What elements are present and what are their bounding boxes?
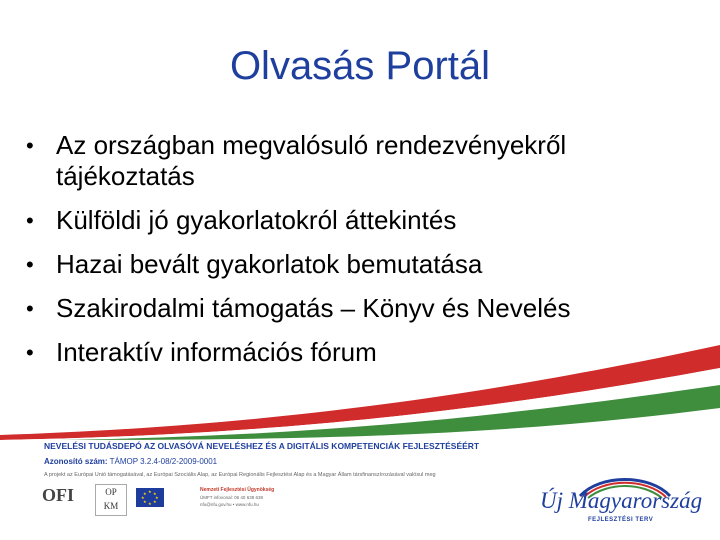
project-id-value: TÁMOP 3.2.4-08/2-2009-0001 xyxy=(109,457,218,466)
nft-line2: nfu@nfu.gov.hu • www.nfu.hu xyxy=(200,502,259,507)
uj-magyarorszag-text: Új Magyarország xyxy=(540,488,703,513)
bullet-item xyxy=(26,205,706,236)
uj-magyarorszag-logo xyxy=(540,470,710,530)
bullet-text: Külföldi jó gyakorlatokról áttekintés xyxy=(56,205,457,235)
opkm-logo xyxy=(95,484,127,516)
project-id-label: Azonosító szám: xyxy=(44,457,108,466)
nft-contact xyxy=(200,494,263,508)
bullet-item xyxy=(26,249,706,280)
footer xyxy=(0,420,720,540)
project-id xyxy=(44,457,217,466)
opkm-top: OP xyxy=(105,487,117,497)
bullet-icon: • xyxy=(26,133,34,158)
bullet-text: Szakirodalmi támogatás – Könyv és Nevelés xyxy=(56,293,571,323)
uj-sub-text: FEJLESZTÉSI TERV xyxy=(588,517,654,523)
opkm-bottom: KM xyxy=(103,501,119,511)
nft-line1: ÚMFT infovonal: 06 40 638 638 xyxy=(200,495,263,500)
nft-name: Nemzeti Fejlesztési Ügynökség xyxy=(200,487,275,493)
funding-text: A projekt az Európai Unió támogatásával, az Európai Szociális Alap, az Európai Regionális Fejlesztési Alap és a Magyar Állam társfinanszírozásával valósul meg xyxy=(44,472,436,478)
ofi-logo: OFI xyxy=(42,485,75,505)
bullet-text: Az országban megvalósuló rendezvényekről tájékoztatás xyxy=(56,130,567,191)
bullet-icon: • xyxy=(26,208,34,233)
bullet-icon: • xyxy=(26,340,34,365)
bullet-text: Hazai bevált gyakorlatok bemutatása xyxy=(56,249,483,279)
slide-title: Olvasás Portál xyxy=(229,44,491,88)
eu-flag-icon: ★ ★ ★ ★ ★ ★ ★ ★ xyxy=(136,488,164,507)
bullet-text: Interaktív információs fórum xyxy=(56,337,377,367)
bullet-item xyxy=(26,293,706,324)
bullet-icon: • xyxy=(26,252,34,277)
bullet-icon: • xyxy=(26,296,34,321)
bullet-item xyxy=(26,130,706,192)
project-title: NEVELÉSI TUDÁSDEPÓ AZ OLVASÓVÁ NEVELÉSHEZ ÉS A DIGITÁLIS KOMPETENCIÁK FEJLESZTÉSÉÉRT xyxy=(44,441,480,451)
